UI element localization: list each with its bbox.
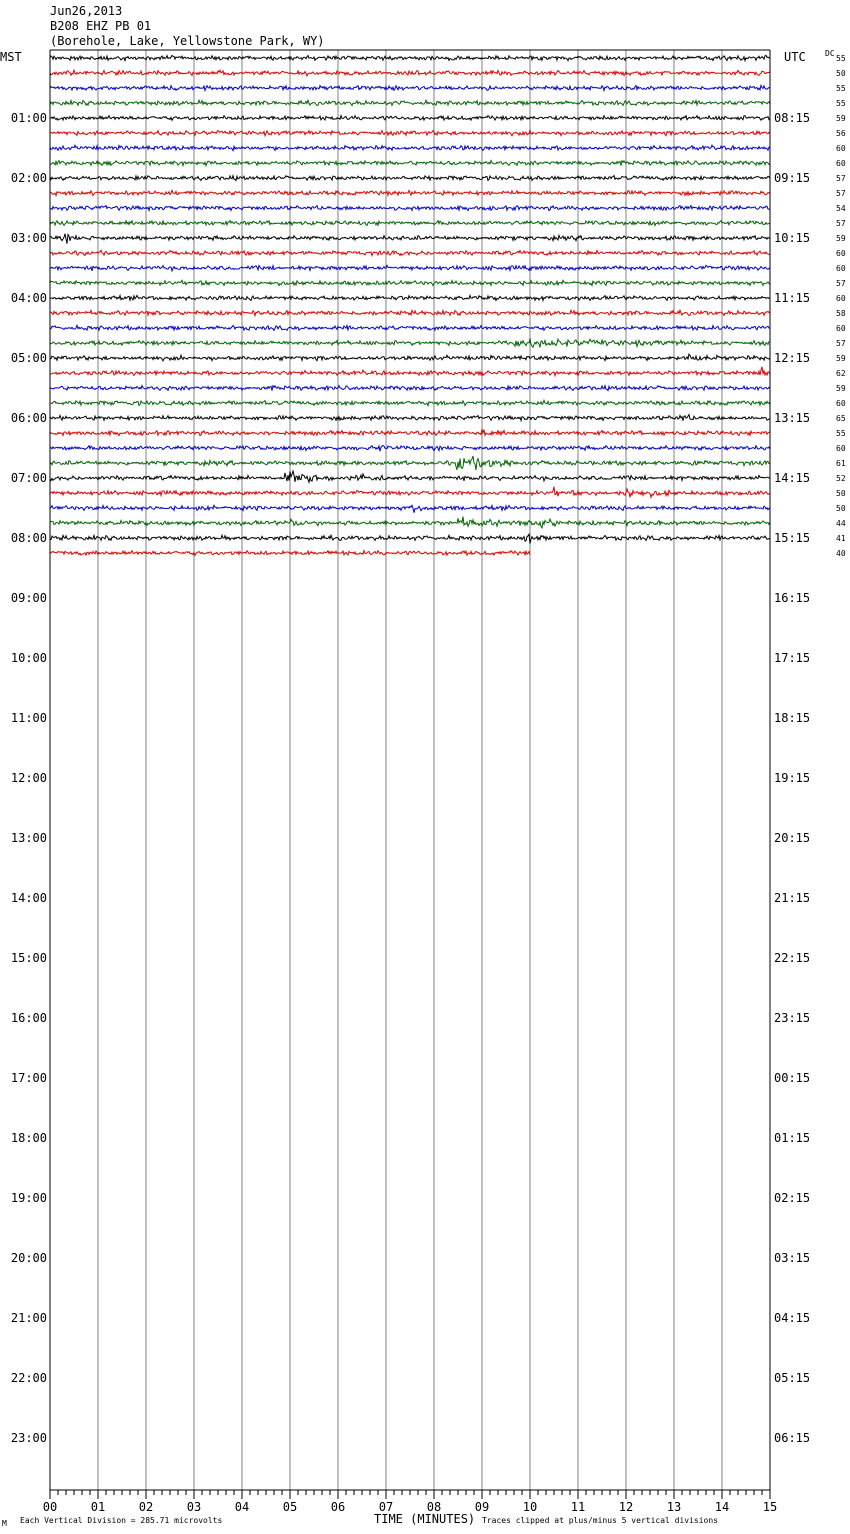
trace-line [50,310,770,315]
x-tick-label: 07 [378,1500,394,1514]
dc-offset-label: 54 [836,204,846,213]
trace-line [50,400,770,405]
utc-hour-label: 20:15 [774,831,811,845]
mst-hour-label: 21:00 [10,1311,47,1325]
x-tick-label: 04 [234,1500,250,1514]
trace-line [50,295,770,300]
utc-hour-label: 01:15 [774,1131,811,1145]
utc-hour-label: 03:15 [774,1251,811,1265]
trace-line [50,250,770,255]
axis-labels [0,49,846,1528]
x-tick-label: 12 [618,1500,634,1514]
trace-line [50,354,770,361]
trace-line [50,161,770,166]
dc-offset-label: 57 [836,189,846,198]
mst-hour-label: 04:00 [10,291,47,305]
dc-offset-label: 52 [836,474,846,483]
dc-offset-label: 57 [836,219,846,228]
dc-offset-label: 57 [836,339,846,348]
mst-hour-label: 12:00 [10,771,47,785]
trace-line [50,176,770,181]
mst-hour-label: 11:00 [10,711,47,725]
x-tick-label: 05 [282,1500,298,1514]
dc-offset-label: 59 [836,234,846,243]
utc-hour-label: 11:15 [774,291,811,305]
dc-offset-label: 57 [836,174,846,183]
x-tick-label: 00 [42,1500,58,1514]
mst-hour-label: 03:00 [10,231,47,245]
seismic-traces [50,55,770,555]
mst-hour-label: 01:00 [10,111,47,125]
mst-hour-label: 08:00 [10,531,47,545]
trace-line [50,190,770,195]
dc-offset-label: 65 [836,414,846,423]
x-tick-label: 15 [762,1500,778,1514]
utc-hour-label: 13:15 [774,411,811,425]
chart-date: Jun26,2013 [50,4,123,18]
mst-hour-label: 20:00 [10,1251,47,1265]
utc-hour-label: 04:15 [774,1311,811,1325]
mst-hour-label: 02:00 [10,171,47,185]
utc-hour-label: 23:15 [774,1011,811,1025]
vertical-division-note: Each Vertical Division = 285.71 microvolts [20,1516,223,1525]
trace-line [50,130,770,136]
mst-hour-label: 14:00 [10,891,47,905]
x-tick-label: 09 [474,1500,490,1514]
mst-hour-label: 05:00 [10,351,47,365]
trace-line [50,456,770,470]
mst-hour-label: 13:00 [10,831,47,845]
utc-hour-label: 22:15 [774,951,811,965]
dc-offset-label: 60 [836,249,846,258]
utc-hour-label: 05:15 [774,1371,811,1385]
mst-hour-label: 10:00 [10,651,47,665]
utc-hour-label: 19:15 [774,771,811,785]
dc-offset-label: 55 [836,429,846,438]
trace-line [50,487,770,498]
x-tick-label: 11 [570,1500,586,1514]
trace-line [50,534,770,543]
clipping-note: Traces clipped at plus/minus 5 vertical divisions [482,1516,719,1525]
dc-offset-label: 60 [836,264,846,273]
dc-offset-label: 60 [836,444,846,453]
x-tick-label: 02 [138,1500,154,1514]
mst-zone-label: MST [0,50,22,64]
trace-line [50,221,770,226]
utc-hour-label: 10:15 [774,231,811,245]
mst-hour-label: 07:00 [10,471,47,485]
dc-offset-label: 58 [836,309,846,318]
utc-hour-label: 02:15 [774,1191,811,1205]
dc-offset-label: 61 [836,459,846,468]
corner-mark: M [2,1519,7,1528]
utc-hour-label: 00:15 [774,1071,811,1085]
mst-hour-label: 09:00 [10,591,47,605]
utc-hour-label: 12:15 [774,351,811,365]
trace-line [50,265,770,271]
utc-hour-label: 18:15 [774,711,811,725]
station-location: (Borehole, Lake, Yellowstone Park, WY) [50,34,325,48]
utc-hour-label: 06:15 [774,1431,811,1445]
trace-line [50,338,770,347]
utc-hour-label: 15:15 [774,531,811,545]
utc-zone-label: UTC [784,50,806,64]
mst-hour-label: 06:00 [10,411,47,425]
minute-gridlines [98,50,722,1490]
dc-offset-label: 59 [836,354,846,363]
trace-line [50,70,770,76]
utc-hour-label: 14:15 [774,471,811,485]
trace-line [50,517,770,528]
dc-offset-label: 60 [836,399,846,408]
mst-hour-label: 18:00 [10,1131,47,1145]
trace-line [50,367,770,376]
trace-line [50,234,770,244]
mst-hour-label: 17:00 [10,1071,47,1085]
dc-offset-label: 50 [836,504,846,513]
x-tick-label: 13 [666,1500,682,1514]
trace-line [50,446,770,452]
dc-offset-label: 41 [836,534,846,543]
trace-line [50,471,770,482]
station-code: B208 EHZ PB 01 [50,19,152,33]
dc-offset-label: 55 [836,84,846,93]
dc-offset-label: 55 [836,54,846,63]
utc-hour-label: 21:15 [774,891,811,905]
dc-offset-label: 57 [836,279,846,288]
dc-offset-label: 59 [836,384,846,393]
dc-offset-label: 50 [836,489,846,498]
dc-offset-label: 60 [836,159,846,168]
mst-hour-label: 19:00 [10,1191,47,1205]
utc-hour-label: 17:15 [774,651,811,665]
x-tick-label: 10 [522,1500,538,1514]
trace-line [50,116,770,121]
mst-hour-label: 23:00 [10,1431,47,1445]
x-tick-label: 08 [426,1500,442,1514]
trace-line [50,386,770,391]
dc-offset-label: 60 [836,324,846,333]
x-tick-label: 03 [186,1500,202,1514]
utc-hour-label: 16:15 [774,591,811,605]
x-tick-label: 06 [330,1500,346,1514]
trace-line [50,145,770,150]
x-axis-title: TIME (MINUTES) [374,1512,476,1526]
trace-line [50,429,770,436]
x-tick-label: 14 [714,1500,730,1514]
dc-offset-label: 59 [836,114,846,123]
dc-offset-label: 55 [836,99,846,108]
utc-hour-label: 09:15 [774,171,811,185]
trace-line [50,325,770,330]
dc-offset-label: 50 [836,69,846,78]
dc-offset-label: 44 [836,519,846,528]
trace-line [50,100,770,105]
x-tick-label: 01 [90,1500,106,1514]
trace-line [50,206,770,211]
trace-line [50,415,770,421]
dc-label: DC [825,49,835,58]
trace-line [50,55,770,60]
mst-hour-label: 15:00 [10,951,47,965]
trace-line [50,280,770,285]
dc-offset-label: 62 [836,369,846,378]
dc-offset-label: 60 [836,294,846,303]
mst-hour-label: 22:00 [10,1371,47,1385]
mst-hour-label: 16:00 [10,1011,47,1025]
dc-offset-label: 56 [836,129,846,138]
dc-offset-label: 40 [836,549,846,558]
utc-hour-label: 08:15 [774,111,811,125]
trace-line [50,85,770,90]
trace-line [50,505,770,513]
dc-offset-label: 60 [836,144,846,153]
